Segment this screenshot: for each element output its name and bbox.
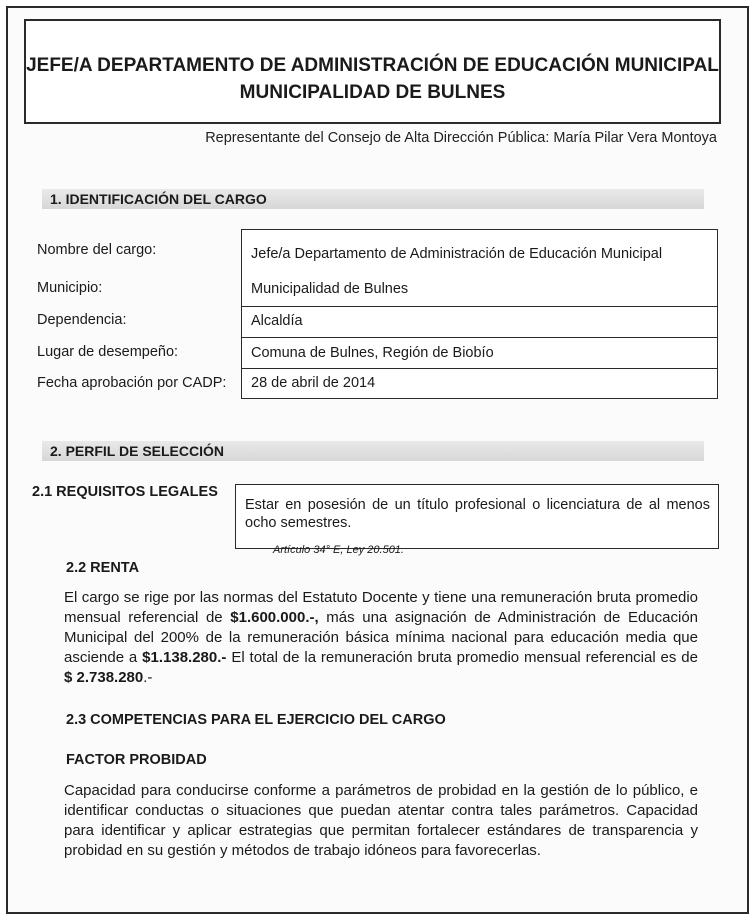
field-value-municipio: Municipalidad de Bulnes: [251, 281, 409, 297]
renta-amount-3: $ 2.738.280: [64, 669, 144, 686]
field-box-municipio: [241, 274, 718, 307]
field-label-lugar: Lugar de desempeño:: [37, 344, 179, 360]
renta-text-4: .-: [143, 669, 153, 686]
requisitos-box: [235, 484, 719, 549]
renta-amount-2: $1.138.280.-: [142, 649, 227, 666]
renta-text-3: El total de la remuneración bruta promedio mensual referencial es de: [226, 649, 698, 666]
field-value-dependencia: Alcaldía: [251, 313, 303, 329]
renta-text-1: El cargo se rige por las normas del Estatuto Docente y tiene una remuneración bruta promedio mensual referencial de: [64, 589, 698, 626]
section-title: 2. PERFIL DE SELECCIÓN: [50, 443, 224, 459]
ley-reference: Artículo 34° E, Ley 20.501.: [273, 544, 404, 556]
title-box: [24, 19, 721, 124]
document-subtitle: MUNICIPALIDAD DE BULNES: [239, 82, 506, 103]
field-value-lugar: Comuna de Bulnes, Región de Biobío: [251, 345, 494, 361]
field-value-fecha: 28 de abril de 2014: [251, 375, 376, 391]
document-title: JEFE/A DEPARTAMENTO DE ADMINISTRACIÓN DE EDUCACIÓN MUNICIPAL: [26, 55, 719, 76]
field-value-nombre: Jefe/a Departamento de Administración de Educación Municipal: [251, 246, 663, 262]
requisitos-title: 2.1 REQUISITOS LEGALES: [32, 484, 218, 500]
field-box-fecha: [241, 369, 718, 399]
renta-paragraph: [64, 588, 698, 688]
field-label-dependencia: Dependencia:: [37, 312, 127, 328]
field-label-municipio: Municipio:: [37, 280, 103, 296]
field-label-nombre: Nombre del cargo:: [37, 242, 157, 258]
requisitos-text: Estar en posesión de un título profesional o licenciatura de al menos ocho semestres.: [245, 497, 710, 531]
factor-paragraph: Capacidad para conducirse conforme a parámetros de probidad en la gestión de lo público, e identificar conductas o situaciones que puedan atentar contra tales parámetros. Capacidad para identificar y aplicar estrategias que permitan fortalecer estándares de transparencia y probidad en su gestión y métodos de trabajo idóneos para favorecerlas.: [64, 782, 698, 859]
section-header-perfil: [42, 441, 704, 461]
field-box-lugar: [241, 338, 718, 369]
renta-title: 2.2 RENTA: [66, 560, 140, 576]
section-header-identificacion: [42, 189, 704, 209]
factor-title: FACTOR PROBIDAD: [66, 752, 207, 768]
representative-line: Representante del Consejo de Alta Dirección Pública: María Pilar Vera Montoya: [205, 130, 717, 146]
competencias-title: 2.3 COMPETENCIAS PARA EL EJERCICIO DEL CARGO: [66, 712, 446, 728]
field-label-fecha: Fecha aprobación por CADP:: [37, 375, 227, 391]
section-title: 1. IDENTIFICACIÓN DEL CARGO: [50, 191, 267, 207]
renta-text-2: más una asignación de Administración de Educación Municipal del 200% de la remuneración básica mínima nacional para educación media que asciende a: [64, 609, 699, 666]
field-box-nombre: [241, 229, 718, 275]
field-box-dependencia: [241, 307, 718, 338]
renta-amount-1: $1.600.000.-,: [230, 609, 319, 626]
